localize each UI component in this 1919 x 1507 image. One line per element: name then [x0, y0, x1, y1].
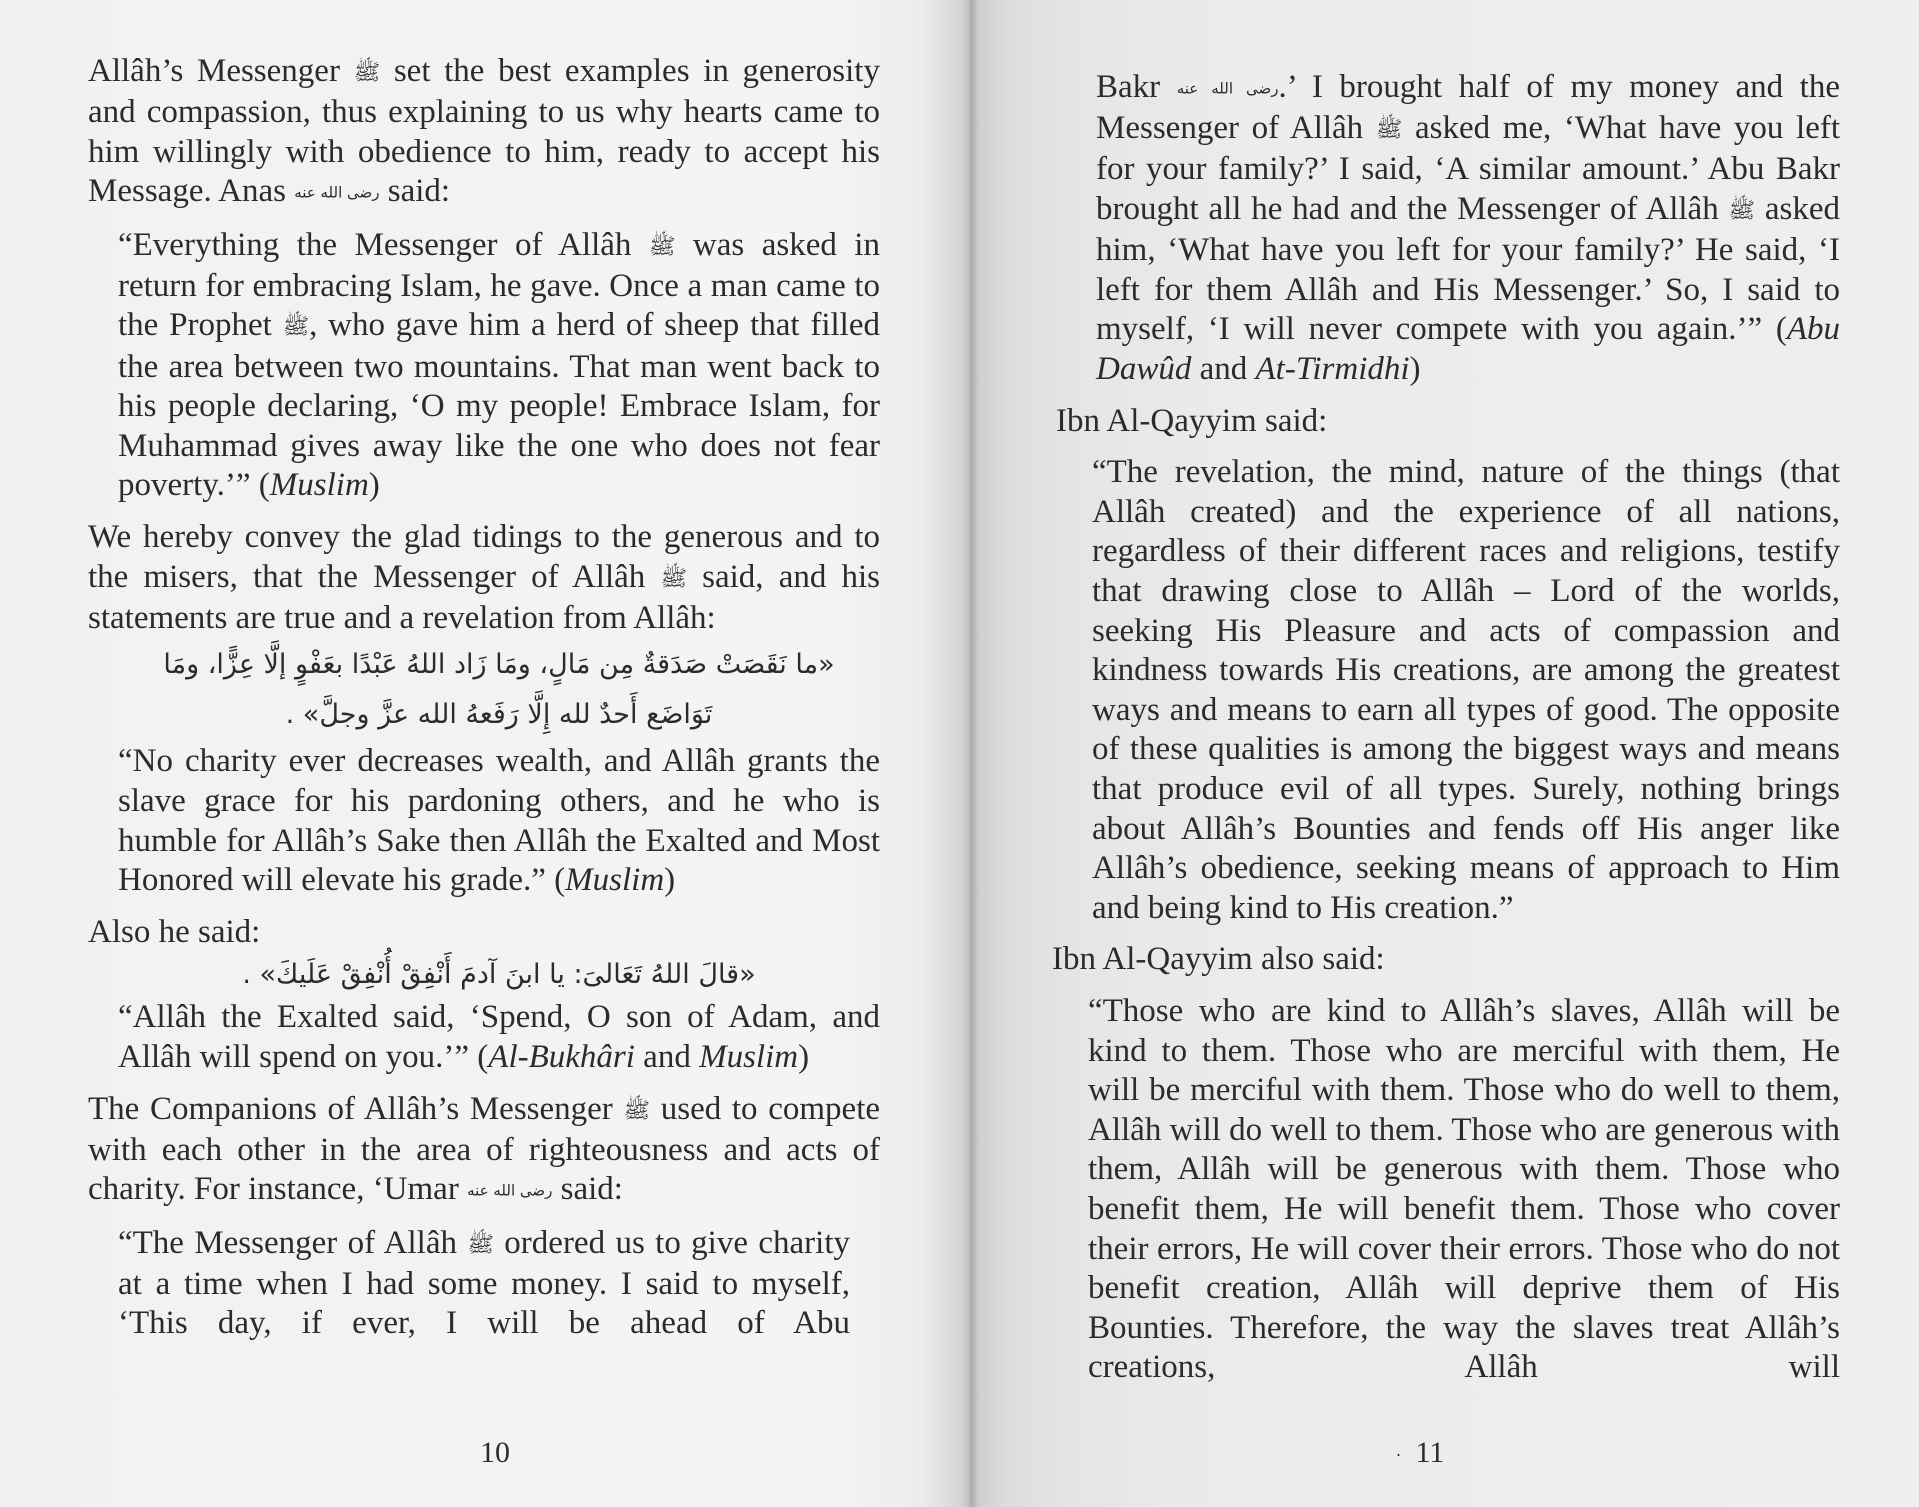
paragraph: Also he said:	[88, 913, 261, 950]
source-citation: Abu Dawûd	[1096, 311, 1840, 388]
source-citation: Muslim	[699, 1039, 799, 1075]
paragraph	[88, 518, 880, 638]
honorific-arabic: رضى الله عنه	[1176, 79, 1279, 98]
arabic-hadith: «قالَ اللهُ تَعَالىَ: يا ابنَ آدمَ أَنْفِقْ أُنْفِقْ عَلَيكَ» .	[242, 959, 756, 991]
text-span: )	[664, 862, 676, 899]
quote-block	[118, 742, 880, 900]
text-span: set the best examples in generosity and compassion, thus explaining to us why hearts came to him willingly with obedience to him, ready to accept his Message. Anas	[88, 53, 880, 210]
source-citation: Muslim	[269, 467, 369, 504]
text-span: said:	[379, 173, 451, 210]
text-span: We hereby convey the glad tidings to the generous and to the misers, that the Messenger of Allâh	[88, 519, 880, 595]
right-page-body	[1052, 68, 1840, 1388]
text-span: )	[798, 1039, 810, 1075]
text-span: Allâh’s Messenger	[88, 53, 354, 89]
paragraph	[88, 52, 880, 214]
page-number	[1350, 1436, 1490, 1470]
right-page	[970, 0, 1919, 1507]
text-span: The Companions of Allâh’s Messenger	[88, 1090, 624, 1127]
source-citation: Al-Bukhâri	[488, 1039, 635, 1075]
text-span: , who gave him a herd of sheep that filled the area between two mountains. That man went back to his people declaring, ‘O my people! Embrace Islam, for Muhammad gives away like the one who does not fear poverty.’” (	[118, 307, 880, 504]
pbuh-symbol-icon: ﷺ	[1728, 198, 1756, 224]
text-span: was asked in return for embracing Islam, he gave. Once a man came to the Prophet	[118, 226, 880, 344]
text-span: )	[1409, 351, 1421, 388]
page-number-dot: ·	[1395, 1444, 1402, 1465]
text-span: “Everything the Messenger of Allâh	[118, 226, 649, 263]
pbuh-symbol-icon: ﷺ	[353, 60, 381, 86]
quote-block: “Those who are kind to Allâh’s slaves, Allâh will be kind to them. Those who are merciful with them, He will be merciful with them. Those who do well to them, Allâh will do well to them. Those who are generous with them, Allâh will be generous with them. Those who benefit them, He will benefit them. Those who cover their errors, He will cover their errors. Those who do not benefit creation, Allâh will deprive them of His Bounties. Therefore, the way the slaves treat Allâh’s creations, Allâh will	[1088, 992, 1840, 1386]
text-span: asked him, ‘What have you left for your family?’ He said, ‘I left for them Allâh and His Messenger.’ So, I said to myself, ‘I will never compete with you again.’” (	[1096, 191, 1840, 348]
source-citation: At-Tirmidhi	[1255, 351, 1410, 388]
quote-block	[1096, 68, 1840, 390]
text-span: said:	[552, 1171, 623, 1208]
paragraph: Ibn Al-Qayyim said:	[1056, 402, 1328, 439]
quote-block	[118, 998, 880, 1077]
page-number: 10	[480, 1436, 510, 1469]
text-span: ordered us to give charity at a time when I had some money. I said to myself, ‘This day, if ever, I will be ahead of Abu	[118, 1224, 850, 1342]
text-span: Bakr	[1096, 69, 1177, 105]
page-number-text: 11	[1415, 1436, 1445, 1469]
left-page-body	[88, 52, 880, 1344]
text-span: .’ I brought half of my money and the Messenger of Allâh	[1096, 69, 1840, 147]
text-span: “Allâh the Exalted said, ‘Spend, O son of Adam, and Allâh will spend on you.’” (	[118, 999, 880, 1075]
honorific-arabic: رضى الله عنه	[294, 184, 380, 203]
arabic-hadith	[118, 640, 880, 740]
pbuh-symbol-icon: ﷺ	[467, 1232, 494, 1258]
pbuh-symbol-icon: ﷺ	[623, 1098, 651, 1124]
source-citation: Muslim	[565, 862, 665, 899]
paragraph	[88, 1090, 880, 1212]
text-span: and	[1191, 351, 1256, 388]
quote-block	[118, 226, 880, 506]
text-span: asked me, ‘What have you left for your family?’ I said, ‘A similar amount.’ Abu Bakr brought all he had and the Messenger of Allâh	[1096, 110, 1840, 228]
paragraph: Ibn Al-Qayyim also said:	[1052, 941, 1385, 978]
text-span: )	[368, 467, 380, 504]
arabic-line: تَوَاضَع أَحدٌ لله إِلَّا رَفَعهُ الله عزَّ وجلَّ» .	[285, 699, 713, 731]
text-span: “No charity ever decreases wealth, and Allâh grants the slave grace for his pardoning others, and he who is humble for Allâh’s Sake then Allâh the Exalted and Most Honored will elevate his grade.” (	[118, 743, 880, 899]
text-span: said, and his statements are true and a revelation from Allâh:	[88, 558, 880, 636]
text-span: “The Messenger of Allâh	[118, 1224, 468, 1261]
pbuh-symbol-icon: ﷺ	[1375, 117, 1403, 143]
pbuh-symbol-icon: ﷺ	[282, 315, 310, 341]
text-span: and	[634, 1039, 700, 1075]
quote-block	[118, 1224, 850, 1344]
quote-block: “The revelation, the mind, nature of the things (that Allâh created) and the experience of all nations, regardless of their different races and religions, testify that drawing close to Allâh – Lord of the worlds, seeking His Pleasure and acts of compassion and kindness towards His creations, are among the greatest ways and means to earn all types of good. The opposite of these qualities is among the biggest ways and means that produce evil of all types. Surely, nothing brings about Allâh’s Bounties and fends off His anger like Allâh’s obedience, seeking means of approach to Him and being kind to His creation.”	[1092, 454, 1840, 926]
honorific-arabic: رضى الله عنه	[467, 1182, 553, 1201]
arabic-line: «ما نَقَصَتْ صَدَقةٌ مِن مَالٍ، ومَا زَاد اللهُ عَبْدًا بعَفْوٍ إلَّا عِزًّا، ومَا	[163, 649, 835, 681]
pbuh-symbol-icon: ﷺ	[648, 234, 676, 260]
pbuh-symbol-icon: ﷺ	[660, 566, 688, 592]
text-span: used to compete with each other in the area of righteousness and acts of charity. For instance, ‘Umar	[88, 1090, 881, 1208]
